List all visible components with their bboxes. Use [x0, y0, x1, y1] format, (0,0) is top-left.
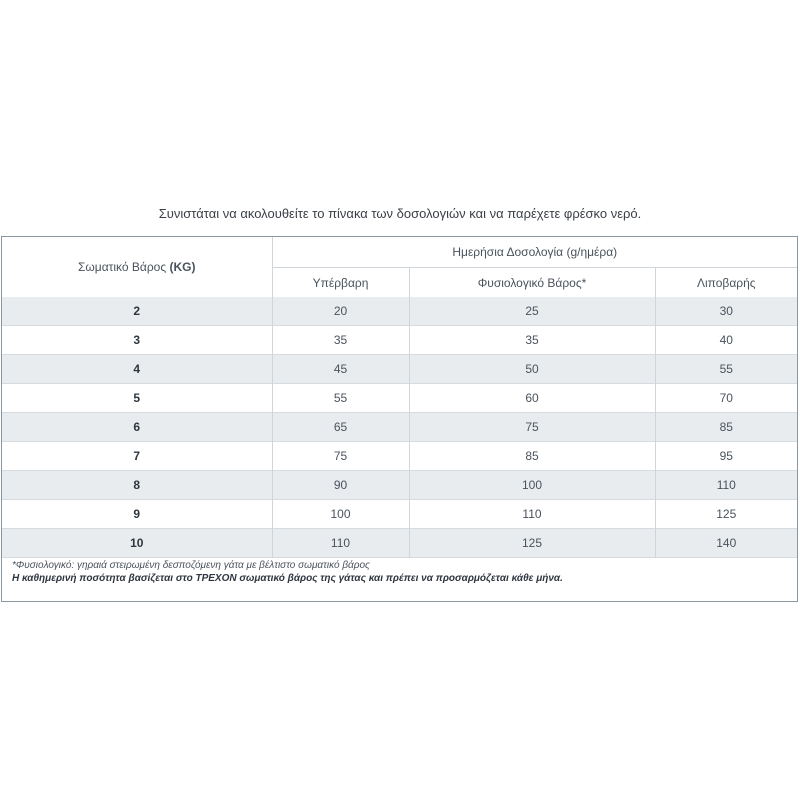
- daily-dose-header: Ημερήσια Δοσολογία (g/ημέρα): [272, 237, 797, 268]
- table-row: [2, 413, 797, 442]
- overweight-dose-cell: 35: [272, 326, 409, 355]
- underweight-dose-cell: 55: [655, 355, 797, 384]
- underweight-dose-cell: 95: [655, 442, 797, 471]
- underweight-dose-cell: 125: [655, 500, 797, 529]
- normal-weight-dose-cell: 50: [409, 355, 655, 384]
- table-row: [2, 529, 797, 558]
- weight-header-unit: (KG): [169, 260, 196, 274]
- overweight-dose-cell: 75: [272, 442, 409, 471]
- footnote: *Φυσιολογικό: γηραιά στειρωμένη δεσποζόμενη γάτα με βέλτιστο σωματικό βάρος: [12, 560, 370, 571]
- normal-weight-dose-cell: 125: [409, 529, 655, 558]
- weight-cell: 4: [2, 355, 272, 384]
- underweight-dose-cell: 110: [655, 471, 797, 500]
- dosage-table: [2, 237, 797, 558]
- weight-cell: 8: [2, 471, 272, 500]
- dosage-table-frame: [1, 236, 798, 602]
- weight-cell: 5: [2, 384, 272, 413]
- weight-cell: 9: [2, 500, 272, 529]
- overweight-dose-cell: 90: [272, 471, 409, 500]
- underweight-dose-cell: 85: [655, 413, 797, 442]
- overweight-dose-cell: 45: [272, 355, 409, 384]
- normal-weight-dose-cell: 110: [409, 500, 655, 529]
- overweight-dose-cell: 100: [272, 500, 409, 529]
- overweight-dose-cell: 55: [272, 384, 409, 413]
- feeding-note: Η καθημερινή ποσότητα βασίζεται στο ΤΡΕΧΟΝ σωματικό βάρος της γάτας και πρέπει να προσαρμόζεται κάθε μήνα.: [12, 573, 563, 584]
- underweight-dose-cell: 30: [655, 297, 797, 326]
- table-body: [2, 297, 797, 558]
- overweight-dose-cell: 65: [272, 413, 409, 442]
- table-row: [2, 442, 797, 471]
- column-header-underweight: Λιποβαρής: [696, 275, 756, 290]
- normal-weight-dose-cell: 100: [409, 471, 655, 500]
- overweight-dose-cell: 110: [272, 529, 409, 558]
- weight-cell: 3: [2, 326, 272, 355]
- normal-weight-dose-cell: 25: [409, 297, 655, 326]
- weight-cell: 7: [2, 442, 272, 471]
- normal-weight-dose-cell: 85: [409, 442, 655, 471]
- table-row: [2, 471, 797, 500]
- weight-header: [2, 237, 272, 297]
- column-header-overweight: Υπέρβαρη: [272, 268, 409, 298]
- notes: [12, 559, 563, 585]
- table-row: [2, 326, 797, 355]
- normal-weight-dose-cell: 35: [409, 326, 655, 355]
- intro-text: Συνιστάται να ακολουθείτε το πίνακα των δοσολογιών και να παρέχετε φρέσκο νερό.: [158, 206, 642, 221]
- table-row: [2, 500, 797, 529]
- overweight-dose-cell: 20: [272, 297, 409, 326]
- underweight-dose-cell: 70: [655, 384, 797, 413]
- underweight-dose-cell: 140: [655, 529, 797, 558]
- table-row: [2, 297, 797, 326]
- normal-weight-dose-cell: 60: [409, 384, 655, 413]
- column-header-normal-weight: Φυσιολογικό Βάρος*: [409, 268, 655, 298]
- table-row: [2, 355, 797, 384]
- normal-weight-dose-cell: 75: [409, 413, 655, 442]
- underweight-dose-cell: 40: [655, 326, 797, 355]
- weight-cell: 10: [2, 529, 272, 558]
- table-row: [2, 384, 797, 413]
- weight-cell: 6: [2, 413, 272, 442]
- weight-cell: 2: [2, 297, 272, 326]
- weight-header-label: Σωματικό Βάρος: [78, 260, 167, 274]
